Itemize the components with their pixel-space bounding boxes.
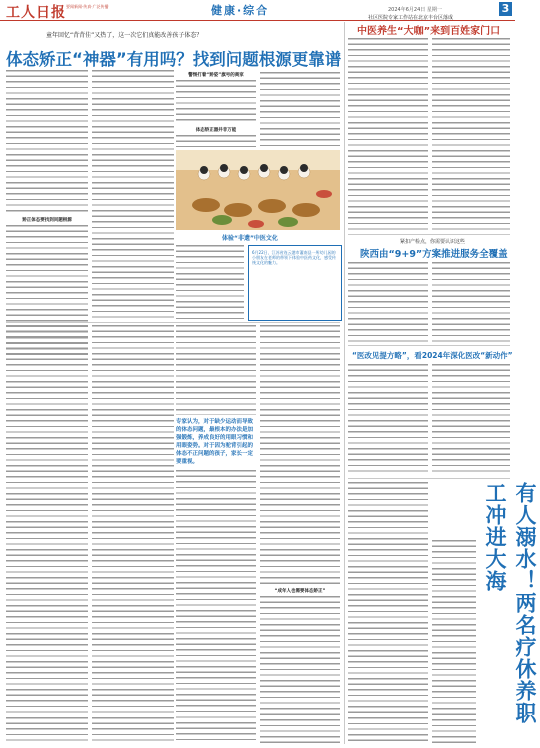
article-subhead: 警惕打着“矫姿”旗号的商家: [188, 73, 244, 78]
bottom-right-headline: 有人溺水！两名疗休养职工冲进大海: [483, 482, 537, 724]
divider: [348, 478, 510, 479]
article-column: [432, 364, 510, 474]
right-middle-kicker: 紧扣产检点，你需要认识这些: [400, 239, 466, 245]
article-column: [432, 540, 476, 743]
article-column: [432, 38, 510, 230]
right-top-kicker: 社区医院专家工作站在北京丰台区落成: [368, 15, 454, 21]
article-column: [260, 72, 340, 147]
article-column: [176, 135, 256, 147]
article-column: [348, 38, 428, 230]
article-column: [92, 325, 174, 743]
reform-headline: “医改见提方略”，看2024年深化医改“新动作”: [352, 351, 513, 360]
column-rule: [344, 22, 345, 744]
article-column: [6, 70, 88, 215]
main-headline: 体态矫正“神器”有用吗？找到问题根源更靠谱: [6, 50, 342, 69]
news-photo: [176, 150, 340, 230]
article-subhead: 体态矫正器并非万能: [195, 128, 237, 133]
section-title: 健康·综合: [211, 4, 270, 17]
article-column: [176, 325, 256, 415]
article-column: [348, 364, 428, 474]
page-number: 3: [499, 2, 512, 16]
article-subhead: “成年人也需要体态矫正”: [274, 589, 326, 594]
article-subhead: 矫正体态要找到问题根源: [22, 218, 72, 223]
photo-title: 体验“非遗”中医文化: [222, 235, 278, 242]
right-top-headline: 中医养生“大咖”来到百姓家门口: [357, 26, 501, 37]
article-column: [348, 482, 428, 743]
kids-herbal-photo: [176, 150, 340, 230]
article-column: [176, 470, 256, 743]
divider: [6, 322, 340, 323]
article-column: [432, 262, 510, 342]
photo-caption: 6月22日，江苏省连云港市灌南县一所幼儿园的小朋友在老师的带领下体验中医药文化，感受传统文化的魅力。: [252, 250, 336, 265]
issue-date: 2024年6月24日 星期一: [388, 7, 442, 13]
article-column: [6, 325, 88, 743]
article-column: [92, 70, 174, 318]
divider: [348, 234, 510, 235]
article-column: [260, 596, 340, 743]
article-column: [176, 80, 256, 125]
newspaper-logo-subtitle: 要闻新闻·传真·广泛传播: [66, 4, 109, 9]
right-middle-headline: 陕西由“9+9”方案推进服务全覆盖: [360, 249, 508, 260]
article-column: [176, 245, 244, 320]
article-column: [260, 325, 340, 585]
article-column: [348, 262, 428, 342]
newspaper-logo: 工人日报: [6, 5, 66, 21]
main-kicker: 童年回忆“背背佳”又热了，这一次它们真能改善孩子体态？: [46, 32, 203, 39]
pull-quote: 专家认为，对于缺少运动而导致的体态问题，最根本的办法是加强锻炼，养成良好的用眼习惯和用眼姿势。对于因为驼背引起的体态不正问题的孩子，家长一定要重视。: [176, 419, 254, 465]
divider: [348, 345, 510, 346]
